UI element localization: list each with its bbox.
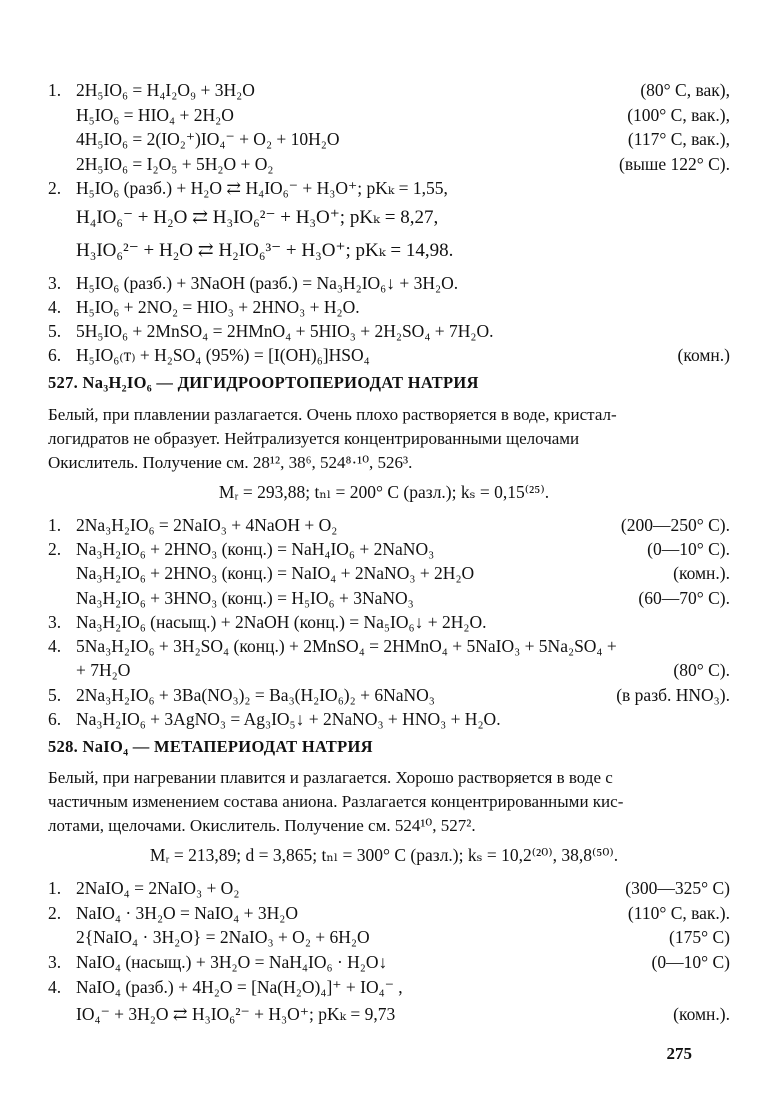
reaction-line	[40, 239, 730, 263]
reaction-number: 6.	[48, 709, 62, 729]
reaction-number: 3.	[48, 952, 62, 972]
reaction-equation: Na₃H₂IO₆ + 3HNO₃ (конц.) = H₅IO₆ + 3NaNO₃	[76, 588, 414, 608]
reaction-equation: Na₃H₂IO₆ + 2HNO₃ (конц.) = NaH₄IO₆ + 2NaNO₃	[76, 539, 435, 559]
reaction-line	[40, 78, 730, 102]
reaction-equation: H₅IO₆ = HIO₄ + 2H₂O	[76, 105, 234, 125]
reaction-number: 3.	[48, 612, 62, 632]
reaction-line	[40, 901, 730, 925]
reaction-equation: 2NaIO₄ = 2NaIO₃ + O₂	[76, 878, 240, 898]
reaction-line	[40, 1002, 730, 1026]
reaction-number: 4.	[48, 977, 62, 997]
reaction-condition: (80° C, вак),	[640, 80, 730, 100]
reaction-line	[40, 343, 730, 367]
properties-528: Mᵣ = 213,89; d = 3,865; tₙₗ = 300° C (разл.); kₛ = 10,2⁽²⁰⁾, 38,8⁽⁵⁰⁾.	[149, 845, 619, 865]
reaction-line	[40, 634, 730, 658]
reaction-line	[40, 319, 730, 343]
reaction-condition: (комн.).	[673, 1004, 730, 1024]
reaction-equation: IO₄⁻ + 3H₂O ⇄ H₃IO₆²⁻ + H₃O⁺; pKₖ = 9,73	[76, 1004, 396, 1024]
reaction-line	[40, 103, 730, 127]
reaction-number: 6.	[48, 345, 62, 365]
reaction-equation: + 7H₂O	[76, 660, 131, 680]
reaction-line	[40, 975, 730, 999]
reaction-equation: H₅IO₆ + 2NO₂ = HIO₃ + 2HNO₃ + H₂O.	[76, 297, 360, 317]
section-description-527	[48, 403, 698, 475]
reaction-equation: NaIO₄ (разб.) + 4H₂O = [Na(H₂O)₄]⁺ + IO₄⁻ ,	[76, 977, 403, 997]
description-line: логидратов не образует. Нейтрализуется концентрированными щелочами	[48, 429, 580, 448]
reaction-equation: H₅IO₆ (разб.) + 3NaOH (разб.) = Na₃H₂IO₆↓ + 3H₂O.	[76, 273, 459, 293]
reaction-line	[40, 176, 730, 200]
properties-527: Mᵣ = 293,88; tₙₗ = 200° C (разл.); kₛ = 0,15⁽²⁵⁾.	[218, 482, 550, 502]
section-heading-527: 527. Na₃H₂IO₆ — ДИГИДРООРТОПЕРИОДАТ НАТРИЯ	[48, 373, 479, 392]
section-description-528	[48, 766, 698, 838]
reaction-number: 4.	[48, 297, 62, 317]
reaction-line	[40, 206, 730, 230]
reaction-equation: H₅IO₆₍т₎ + H₂SO₄ (95%) = [I(OH)₆]HSO₄	[76, 345, 370, 365]
reaction-condition: (300—325° C)	[625, 878, 730, 898]
reaction-condition: (выше 122° C).	[619, 154, 730, 174]
reaction-number: 2.	[48, 539, 62, 559]
reaction-equation: 2Na₃H₂IO₆ = 2NaIO₃ + 4NaOH + O₂	[76, 515, 338, 535]
reaction-line	[40, 876, 730, 900]
reaction-line	[40, 537, 730, 561]
reaction-line	[40, 561, 730, 585]
reaction-equation: 5H₅IO₆ + 2MnSO₄ = 2HMnO₄ + 5HIO₃ + 2H₂SO₄ + 7H₂O.	[76, 321, 494, 341]
reaction-condition: (комн.).	[673, 563, 730, 583]
reaction-number: 2.	[48, 903, 62, 923]
description-line: Окислитель. Получение см. 28¹², 38⁶, 524⁸·¹⁰, 526³.	[48, 453, 413, 472]
reaction-condition: (117° C, вак.),	[627, 129, 730, 149]
reaction-condition: (100° C, вак.),	[627, 105, 730, 125]
reaction-line	[40, 127, 730, 151]
reaction-equation: H₄IO₆⁻ + H₂O ⇄ H₃IO₆²⁻ + H₃O⁺; pKₖ = 8,27,	[76, 207, 439, 228]
reaction-number: 1.	[48, 878, 62, 898]
reaction-line	[40, 586, 730, 610]
reaction-number: 1.	[48, 515, 62, 535]
reaction-equation: 4H₅IO₆ = 2(IO₂⁺)IO₄⁻ + O₂ + 10H₂O	[76, 129, 340, 149]
reaction-condition: (0—10° C)	[651, 952, 730, 972]
reaction-condition: (175° C)	[669, 927, 730, 947]
description-line: Белый, при нагревании плавится и разлагается. Хорошо растворяется в воде с	[48, 768, 613, 787]
reaction-equation: H₅IO₆ (разб.) + H₂O ⇄ H₄IO₆⁻ + H₃O⁺; pKₖ = 1,55,	[76, 178, 448, 198]
reaction-equation: Na₃H₂IO₆ + 2HNO₃ (конц.) = NaIO₄ + 2NaNO₃ + 2H₂O	[76, 563, 475, 583]
reaction-line	[40, 683, 730, 707]
reaction-line	[40, 271, 730, 295]
reaction-number: 5.	[48, 321, 62, 341]
description-line: Белый, при плавлении разлагается. Очень плохо растворяется в воде, кристал-	[48, 405, 617, 424]
reaction-equation: NaIO₄ (насыщ.) + 3H₂O = NaH₄IO₆ · H₂O↓	[76, 952, 388, 972]
reaction-condition: (110° C, вак.).	[627, 903, 730, 923]
reaction-line	[40, 152, 730, 176]
reaction-equation: 2H₅IO₆ = H₄I₂O₉ + 3H₂O	[76, 80, 255, 100]
reaction-line	[40, 925, 730, 949]
description-line: лотами, щелочами. Окислитель. Получение см. 524¹⁰, 527².	[48, 816, 476, 835]
reaction-line	[40, 950, 730, 974]
reaction-line	[40, 295, 730, 319]
reaction-equation: 2Na₃H₂IO₆ + 3Ba(NO₃)₂ = Ba₃(H₂IO₆)₂ + 6NaNO₃	[76, 685, 435, 705]
reaction-condition: (80° C).	[673, 660, 730, 680]
page-number: 275	[666, 1044, 692, 1063]
reaction-line	[40, 513, 730, 537]
reaction-number: 1.	[48, 80, 62, 100]
reaction-condition: (в разб. HNO₃).	[616, 685, 730, 705]
reaction-condition: (200—250° C).	[620, 515, 730, 535]
reaction-line	[40, 707, 730, 731]
reaction-equation: H₃IO₆²⁻ + H₂O ⇄ H₂IO₆³⁻ + H₃O⁺; pKₖ = 14,98.	[76, 240, 454, 261]
reaction-equation: 2H₅IO₆ = I₂O₅ + 5H₂O + O₂	[76, 154, 274, 174]
reaction-condition: (0—10° C).	[647, 539, 730, 559]
reaction-number: 2.	[48, 178, 62, 198]
section-heading-528: 528. NaIO₄ — МЕТАПЕРИОДАТ НАТРИЯ	[48, 737, 373, 756]
reaction-number: 5.	[48, 685, 62, 705]
reaction-equation: 5Na₃H₂IO₆ + 3H₂SO₄ (конц.) + 2MnSO₄ = 2HMnO₄ + 5NaIO₃ + 5Na₂SO₄ +	[76, 636, 617, 656]
reaction-condition: (60—70° C).	[638, 588, 730, 608]
reaction-line	[40, 610, 730, 634]
reaction-equation: 2{NaIO₄ · 3H₂O} = 2NaIO₃ + O₂ + 6H₂O	[76, 927, 370, 947]
reaction-equation: NaIO₄ · 3H₂O = NaIO₄ + 3H₂O	[76, 903, 299, 923]
reaction-equation: Na₃H₂IO₆ (насыщ.) + 2NaOH (конц.) = Na₅IO₆↓ + 2H₂O.	[76, 612, 487, 632]
reaction-number: 4.	[48, 636, 62, 656]
reaction-number: 3.	[48, 273, 62, 293]
reaction-line	[40, 658, 730, 682]
description-line: частичным изменением состава аниона. Разлагается концентрированными кис-	[48, 792, 624, 811]
reaction-condition: (комн.)	[677, 345, 730, 365]
reaction-equation: Na₃H₂IO₆ + 3AgNO₃ = Ag₃IO₅↓ + 2NaNO₃ + HNO₃ + H₂O.	[76, 709, 501, 729]
